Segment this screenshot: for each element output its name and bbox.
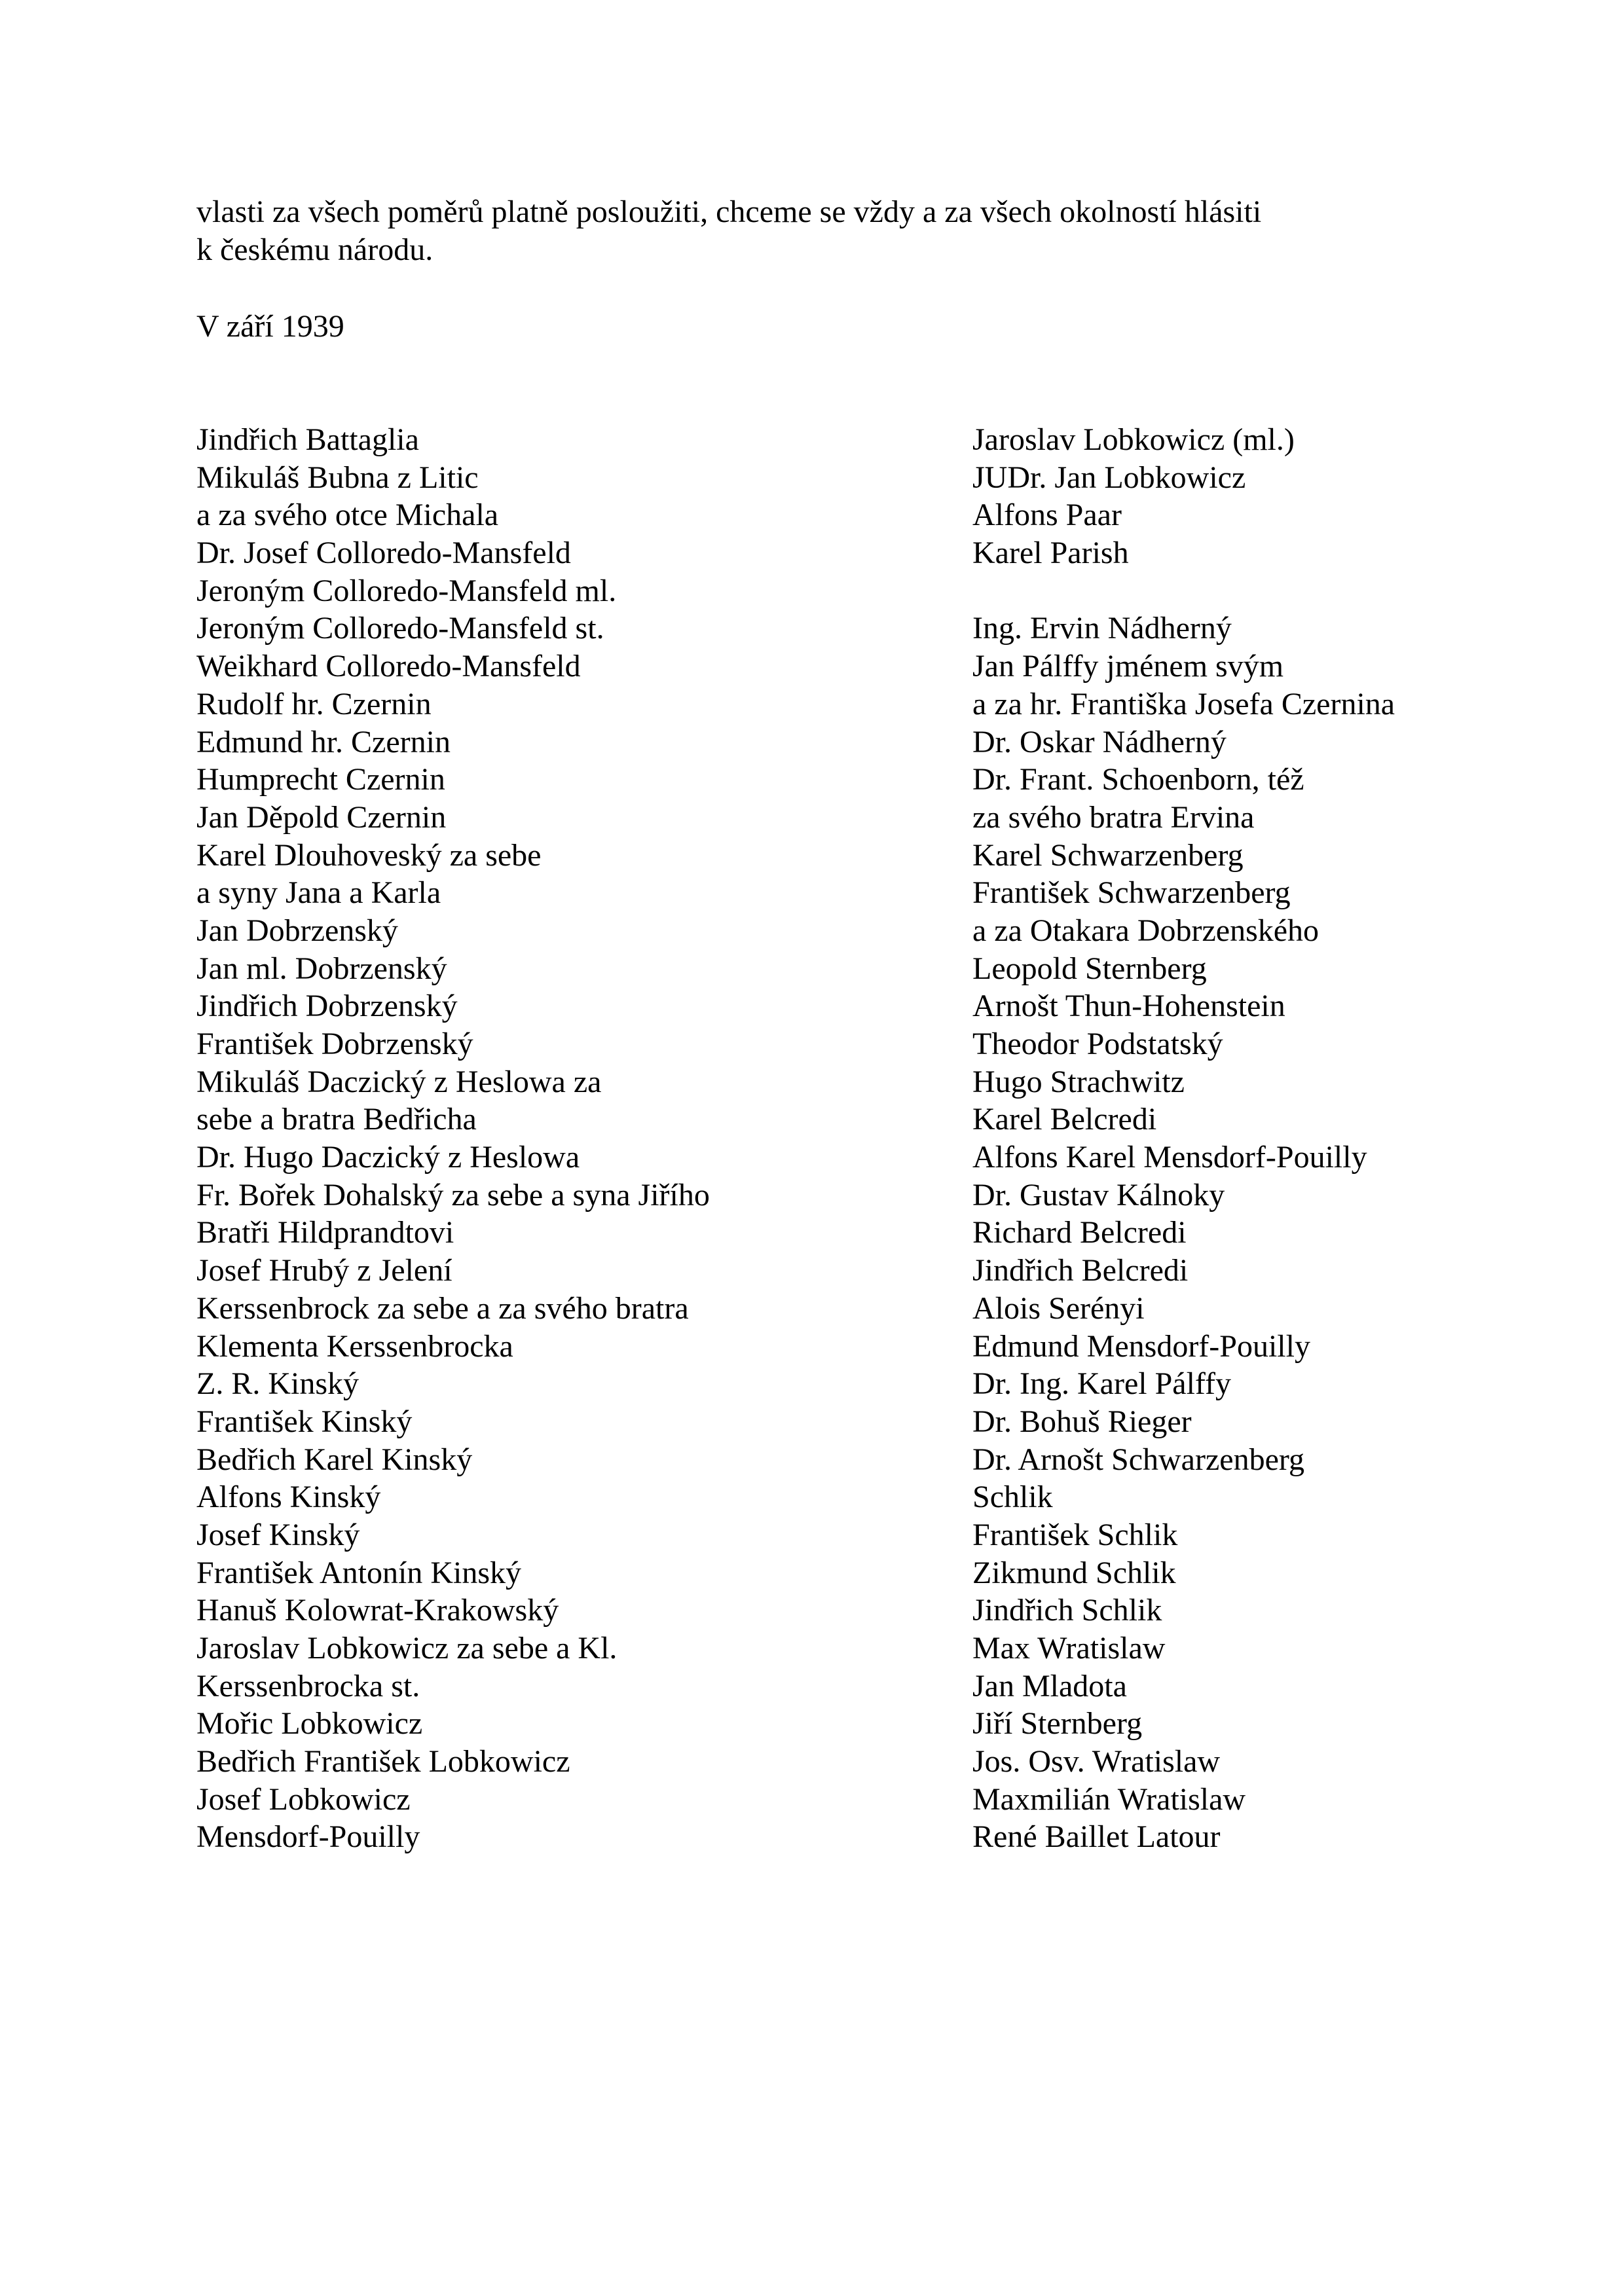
signatory-name: Bedřich Karel Kinský (196, 1442, 473, 1477)
signatory-name: František Kinský (196, 1404, 413, 1439)
signatory-name: za svého bratra Ervina (972, 799, 1255, 835)
signatory-name: Mensdorf-Pouilly (196, 1819, 420, 1855)
signatory-name: Dr. Josef Colloredo-Mansfeld (196, 536, 571, 571)
signatory-name: Ing. Ervin Nádherný (972, 611, 1232, 646)
signatory-name: a syny Jana a Karla (196, 875, 441, 911)
signatory-name: Jeroným Colloredo-Mansfeld ml. (196, 573, 617, 608)
signatory-name: Alois Serényi (972, 1290, 1145, 1326)
signatory-name: Fr. Bořek Dohalský za sebe a syna Jiřího (196, 1177, 710, 1212)
signatory-name: Hugo Strachwitz (972, 1064, 1185, 1099)
signatory-name: Schlik (972, 1480, 1053, 1515)
signatory-name: Weikhard Colloredo-Mansfeld (196, 649, 581, 684)
signatory-name: Karel Schwarzenberg (972, 837, 1244, 873)
signatory-name: Jan ml. Dobrzenský (196, 951, 447, 986)
signatory-name: Theodor Podstatský (972, 1027, 1223, 1061)
signatory-name: Karel Parish (972, 536, 1129, 571)
signatory-name: Mikuláš Bubna z Litic (196, 460, 479, 495)
signatory-name: Edmund hr. Czernin (196, 724, 451, 759)
signatory-name: Kerssenbrocka st. (196, 1668, 420, 1704)
signatory-name: Jindřich Schlik (972, 1593, 1162, 1628)
list-spacer (972, 572, 1562, 610)
signatory-name: František Antonín Kinský (196, 1555, 522, 1590)
signatory-name: František Schlik (972, 1517, 1178, 1552)
signatory-name: Josef Hrubý z Jelení (196, 1253, 452, 1288)
signatory-name: Alfons Kinský (196, 1480, 381, 1515)
signatory-name: Z. R. Kinský (196, 1366, 360, 1402)
signatory-name: Karel Dlouhoveský za sebe (196, 837, 542, 873)
signatory-name: Dr. Hugo Daczický z Heslowa (196, 1140, 580, 1175)
signatory-name: Mikuláš Daczický z Heslowa za (196, 1064, 602, 1099)
signatory-name: Dr. Bohuš Rieger (972, 1404, 1192, 1439)
signatory-name: Jindřich Dobrzenský (196, 989, 458, 1024)
signatory-name: Josef Lobkowicz (196, 1781, 411, 1817)
signatory-name: Dr. Ing. Karel Pálffy (972, 1366, 1232, 1402)
signatories-left-column (196, 421, 950, 1856)
signatory-name: Maxmilián Wratislaw (972, 1781, 1246, 1817)
signatory-name: Karel Belcredi (972, 1102, 1157, 1137)
signatory-name: Jindřich Battaglia (196, 422, 419, 457)
signatory-name: František Schwarzenberg (972, 875, 1291, 911)
signatory-name: Richard Belcredi (972, 1215, 1187, 1250)
signatory-name: Humprecht Czernin (196, 762, 445, 797)
signatory-name: Jos. Osv. Wratislaw (972, 1744, 1221, 1779)
signatory-name: Jan Děpold Czernin (196, 799, 447, 835)
signatory-name: a za svého otce Michala (196, 498, 499, 533)
signatory-name: Josef Kinský (196, 1517, 360, 1552)
signatory-name: Jindřich Belcredi (972, 1253, 1189, 1288)
signatory-name: a za Otakara Dobrzenského (972, 913, 1320, 948)
signatory-name: Alfons Paar (972, 498, 1122, 533)
signatory-name: Jaroslav Lobkowicz (ml.) (972, 422, 1295, 457)
signatory-name: Bratři Hildprandtovi (196, 1215, 454, 1250)
signatory-name: a za hr. Františka Josefa Czernina (972, 686, 1395, 721)
signatory-name: Arnošt Thun-Hohenstein (972, 989, 1285, 1024)
signatory-name: Dr. Oskar Nádherný (972, 724, 1227, 759)
signatory-name: Rudolf hr. Czernin (196, 686, 432, 721)
signatory-name: Jeroným Colloredo-Mansfeld st. (196, 611, 604, 646)
signatory-name: Edmund Mensdorf-Pouilly (972, 1328, 1310, 1364)
signatory-name: JUDr. Jan Lobkowicz (972, 460, 1246, 495)
signatory-name: René Baillet Latour (972, 1819, 1221, 1855)
signatory-name: Jan Mladota (972, 1668, 1127, 1704)
signatory-name: Leopold Sternberg (972, 951, 1207, 986)
intro-line-2: k českému národu. (196, 232, 434, 267)
intro-line-1: vlasti za všech poměrů platně posloužiti, chceme se vždy a za všech okolností hlásiti (196, 194, 1262, 229)
signatory-name: Jan Dobrzenský (196, 913, 398, 948)
signatory-name: Mořic Lobkowicz (196, 1706, 423, 1741)
signatories-right-column (972, 421, 1562, 1856)
signatory-name: Zikmund Schlik (972, 1555, 1176, 1590)
signatory-name: Klementa Kerssenbrocka (196, 1328, 513, 1364)
signatory-name: Jaroslav Lobkowicz za sebe a Kl. (196, 1631, 618, 1666)
signatory-name: Alfons Karel Mensdorf-Pouilly (972, 1140, 1367, 1175)
signatory-name: sebe a bratra Bedřicha (196, 1102, 477, 1137)
signatory-name: Jiří Sternberg (972, 1706, 1143, 1741)
intro-paragraph (196, 193, 1441, 269)
signatory-name: Max Wratislaw (972, 1631, 1166, 1666)
signatory-name: Jan Pálffy jménem svým (972, 649, 1284, 684)
signatory-name: Hanuš Kolowrat-Krakowský (196, 1593, 559, 1628)
signatory-name: Dr. Arnošt Schwarzenberg (972, 1442, 1304, 1477)
document-date: V září 1939 (196, 309, 344, 344)
signatory-name: Bedřich František Lobkowicz (196, 1744, 570, 1779)
signatory-name: Dr. Gustav Kálnoky (972, 1177, 1225, 1212)
signatory-name: Kerssenbrock za sebe a za svého bratra (196, 1290, 689, 1326)
signatory-name: František Dobrzenský (196, 1027, 473, 1061)
signatory-name: Dr. Frant. Schoenborn, též (972, 762, 1304, 797)
